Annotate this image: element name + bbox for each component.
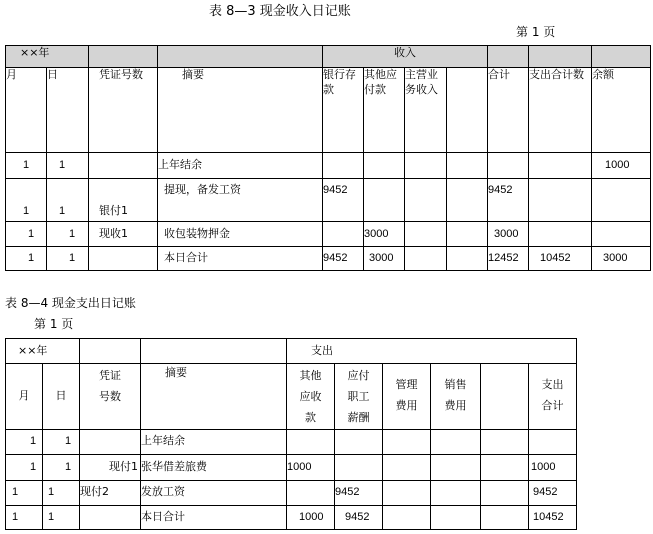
empty-cell [481, 429, 529, 454]
cash-receipts-journal-table [5, 45, 651, 271]
day-cell: 1 [43, 454, 80, 480]
total-cell: 12452 [488, 247, 529, 271]
total-header: 合计 [488, 68, 529, 153]
empty-header-cell [158, 46, 323, 68]
payroll-payable-header: 应付职工薪酬 [335, 364, 383, 430]
other-receivable-cell: 1000 [287, 505, 335, 529]
voucher-cell: 银付1 [89, 179, 158, 222]
expense-group-header: 支出 [287, 339, 577, 364]
sales-expense-cell [431, 480, 481, 505]
bank-deposit-cell [323, 222, 364, 247]
voucher-cell: 现付2 [80, 480, 141, 505]
bank-deposit-header: 银行存款 [323, 68, 364, 153]
summary-header: 摘要 [158, 68, 323, 153]
empty-header-cell [481, 364, 529, 430]
voucher-cell [89, 153, 158, 179]
expense-total-header: 支出合计 [529, 364, 577, 430]
table-row [6, 179, 651, 222]
year-header: ××年 [6, 46, 89, 68]
table-row [6, 429, 577, 454]
table1-title: 表 8—3 现金收入日记账 [209, 4, 351, 19]
empty-cell [481, 480, 529, 505]
empty-header-cell [89, 46, 158, 68]
empty-cell [447, 247, 488, 271]
month-cell: 1 [6, 153, 47, 179]
expense-total-cell [529, 179, 592, 222]
admin-expense-header: 管理费用 [383, 364, 431, 430]
summary-cell: 本日合计 [141, 505, 287, 529]
day-cell: 1 [47, 153, 89, 179]
empty-header-cell [80, 339, 141, 364]
day-cell: 1 [47, 179, 89, 222]
empty-header-cell [488, 46, 529, 68]
sales-expense-header: 销售费用 [431, 364, 481, 430]
other-payable-header: 其他应付款 [364, 68, 405, 153]
table2-page-number: 第 1 页 [34, 317, 74, 331]
other-receivable-cell [287, 480, 335, 505]
other-payable-cell: 3000 [364, 247, 405, 271]
admin-expense-cell [383, 505, 431, 529]
header-row-1 [6, 339, 577, 364]
expense-total-cell: 10452 [529, 505, 577, 529]
other-payable-cell [364, 153, 405, 179]
year-header: ××年 [6, 339, 80, 364]
voucher-header: 凭证号数 [89, 68, 158, 153]
sales-expense-cell [431, 505, 481, 529]
voucher-cell: 现付1 [80, 454, 141, 480]
voucher-header: 凭证号数 [80, 364, 141, 430]
main-business-income-cell [405, 222, 447, 247]
day-header: 日 [43, 364, 80, 430]
bank-deposit-cell [323, 153, 364, 179]
table-row [6, 454, 577, 480]
month-cell: 1 [6, 505, 43, 529]
empty-header-cell [592, 46, 651, 68]
other-receivable-header: 其他应收款 [287, 364, 335, 430]
empty-header-cell [141, 339, 287, 364]
sales-expense-cell [431, 454, 481, 480]
expense-total-cell [529, 153, 592, 179]
balance-cell: 1000 [592, 153, 651, 179]
day-cell: 1 [43, 429, 80, 454]
voucher-cell [80, 505, 141, 529]
empty-cell [447, 153, 488, 179]
voucher-cell [89, 247, 158, 271]
header-row-2 [6, 68, 651, 153]
table-row [6, 222, 651, 247]
payroll-payable-cell [335, 454, 383, 480]
main-business-income-cell [405, 247, 447, 271]
admin-expense-cell [383, 454, 431, 480]
month-cell: 1 [6, 222, 47, 247]
table-row [6, 480, 577, 505]
other-receivable-cell: 1000 [287, 454, 335, 480]
month-cell: 1 [6, 179, 47, 222]
empty-cell [481, 454, 529, 480]
summary-cell: 本日合计 [158, 247, 323, 271]
sales-expense-cell [431, 429, 481, 454]
expense-total-cell [529, 429, 577, 454]
empty-cell [447, 222, 488, 247]
table-row [6, 505, 577, 529]
balance-header: 余额 [592, 68, 651, 153]
other-payable-cell: 3000 [364, 222, 405, 247]
bank-deposit-cell: 9452 [323, 247, 364, 271]
voucher-cell [80, 429, 141, 454]
table-row [6, 247, 651, 271]
expense-total-cell: 1000 [529, 454, 577, 480]
day-cell: 1 [43, 505, 80, 529]
day-cell: 1 [47, 222, 89, 247]
summary-cell: 发放工资 [141, 480, 287, 505]
total-cell [488, 153, 529, 179]
empty-cell [447, 179, 488, 222]
empty-header-cell [447, 68, 488, 153]
bank-deposit-cell: 9452 [323, 179, 364, 222]
payroll-payable-cell: 9452 [335, 505, 383, 529]
summary-cell: 上年结余 [141, 429, 287, 454]
table2-title: 表 8—4 现金支出日记账 [5, 296, 136, 310]
other-receivable-cell [287, 429, 335, 454]
expense-total-cell [529, 222, 592, 247]
month-cell: 1 [6, 480, 43, 505]
month-cell: 1 [6, 247, 47, 271]
empty-cell [481, 505, 529, 529]
day-cell: 1 [43, 480, 80, 505]
month-cell: 1 [6, 429, 43, 454]
month-cell: 1 [6, 454, 43, 480]
payroll-payable-cell [335, 429, 383, 454]
summary-cell: 提现，备发工资 [158, 179, 323, 222]
balance-cell [592, 179, 651, 222]
income-group-header: 收入 [323, 46, 488, 68]
payroll-payable-cell: 9452 [335, 480, 383, 505]
summary-cell: 上年结余 [158, 153, 323, 179]
header-row-2 [6, 364, 577, 430]
empty-header-cell [529, 46, 592, 68]
total-cell: 9452 [488, 179, 529, 222]
other-payable-cell [364, 179, 405, 222]
header-row-1 [6, 46, 651, 68]
table1-page-number: 第 1 页 [516, 25, 556, 39]
table-row [6, 153, 651, 179]
admin-expense-cell [383, 429, 431, 454]
voucher-cell: 现收1 [89, 222, 158, 247]
expense-total-cell: 10452 [529, 247, 592, 271]
month-header: 月 [6, 364, 43, 430]
day-header: 日 [47, 68, 89, 153]
admin-expense-cell [383, 480, 431, 505]
main-business-income-cell [405, 179, 447, 222]
balance-cell [592, 222, 651, 247]
expense-total-header: 支出合计数 [529, 68, 592, 153]
summary-cell: 张华借差旅费 [141, 454, 287, 480]
main-business-income-header: 主营业务收入 [405, 68, 447, 153]
total-cell: 3000 [488, 222, 529, 247]
summary-cell: 收包装物押金 [158, 222, 323, 247]
summary-header: 摘要 [141, 364, 287, 430]
expense-total-cell: 9452 [529, 480, 577, 505]
month-header: 月 [6, 68, 47, 153]
main-business-income-cell [405, 153, 447, 179]
day-cell: 1 [47, 247, 89, 271]
cash-disbursements-journal-table [5, 338, 577, 530]
balance-cell: 3000 [592, 247, 651, 271]
